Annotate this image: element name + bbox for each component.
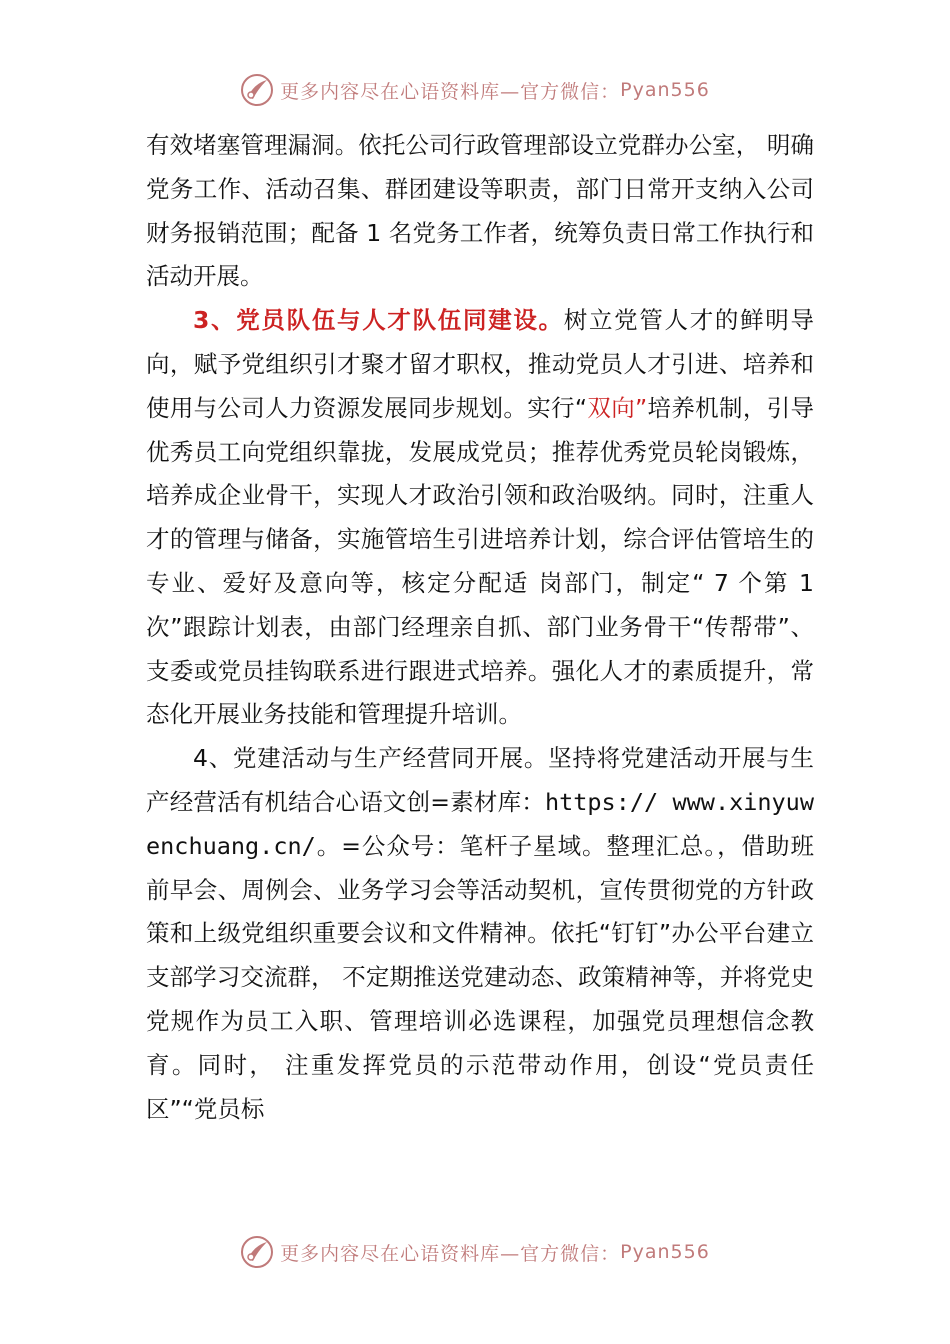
brush-logo-icon	[240, 1235, 274, 1269]
document-body	[146, 124, 814, 1131]
paragraph-text: 培养机制，引导优秀员工向党组织靠拢，发展成党员；推荐优秀党员轮岗锻炼，培养成企业骨干，实现人才政治引领和政治吸纳。同时，注重人才的管理与储备，实施管培生引进培养计划，综合评估管培生的专业、爱好及意向等，核定分配适 岗部门，制定“ 7 个第 1 次”跟踪计划表，由部门经理亲自抓、部门业务骨干“传帮带”、支委或党员挂钩联系进行跟进式培养。强化人才的素质提升，常态化开展业务技能和管理提升培训。	[146, 393, 814, 729]
paragraph-section-4	[146, 737, 814, 1131]
section-3-heading: 3、党员队伍与人才队伍同建设。	[193, 306, 564, 335]
watermark-wechat-id: Pyan556	[620, 1241, 710, 1263]
watermark-text: 更多内容尽在心语资料库—官方微信：	[280, 80, 621, 103]
watermark-wechat-id: Pyan556	[620, 79, 710, 101]
source-url: https:// www.xinyuwenchuang.cn/	[146, 787, 814, 860]
footer-watermark	[0, 1230, 950, 1274]
watermark-text: 更多内容尽在心语资料库—官方微信：	[280, 1242, 621, 1265]
paragraph-section-3	[146, 299, 814, 737]
paragraph-text: 4、党建活动与生产经营同开展。坚持将党建活动开展与生产经营活有机结合心语文创=素材库：	[146, 744, 814, 816]
header-watermark	[0, 68, 950, 112]
paragraph-continuation	[146, 124, 814, 299]
brush-logo-icon	[240, 73, 274, 107]
paragraph-text: 。=公众号：笔杆子星域。整理汇总。，借助班前早会、周例会、业务学习会等活动契机，宣传贯彻党的方针政策和上级党组织重要会议和文件精神。依托“钉钉”办公平台建立支部学习交流群， 不定期推送党建动态、政策精神等，并将党史党规作为员工入职、管理培训必选课程，加强党员理想信念教育。同时， 注重发挥党员的示范带动作用，创设“党员责任区”“党员标	[146, 831, 814, 1123]
paragraph-text: 树立党管人才的鲜明导向，赋予党组织引才聚才留才职权，推动党员人才引进、培养和使用与公司人力资源发展同步规划。实行“	[146, 306, 815, 422]
highlighted-term: 双向”	[587, 393, 648, 422]
paragraph-text: 有效堵塞管理漏洞。依托公司行政管理部设立党群办公室， 明确党务工作、活动召集、群团建设等职责，部门日常开支纳入公司财务报销范围；配备 1 名党务工作者，统筹负责日常工作执行和活动开展。	[146, 131, 814, 291]
